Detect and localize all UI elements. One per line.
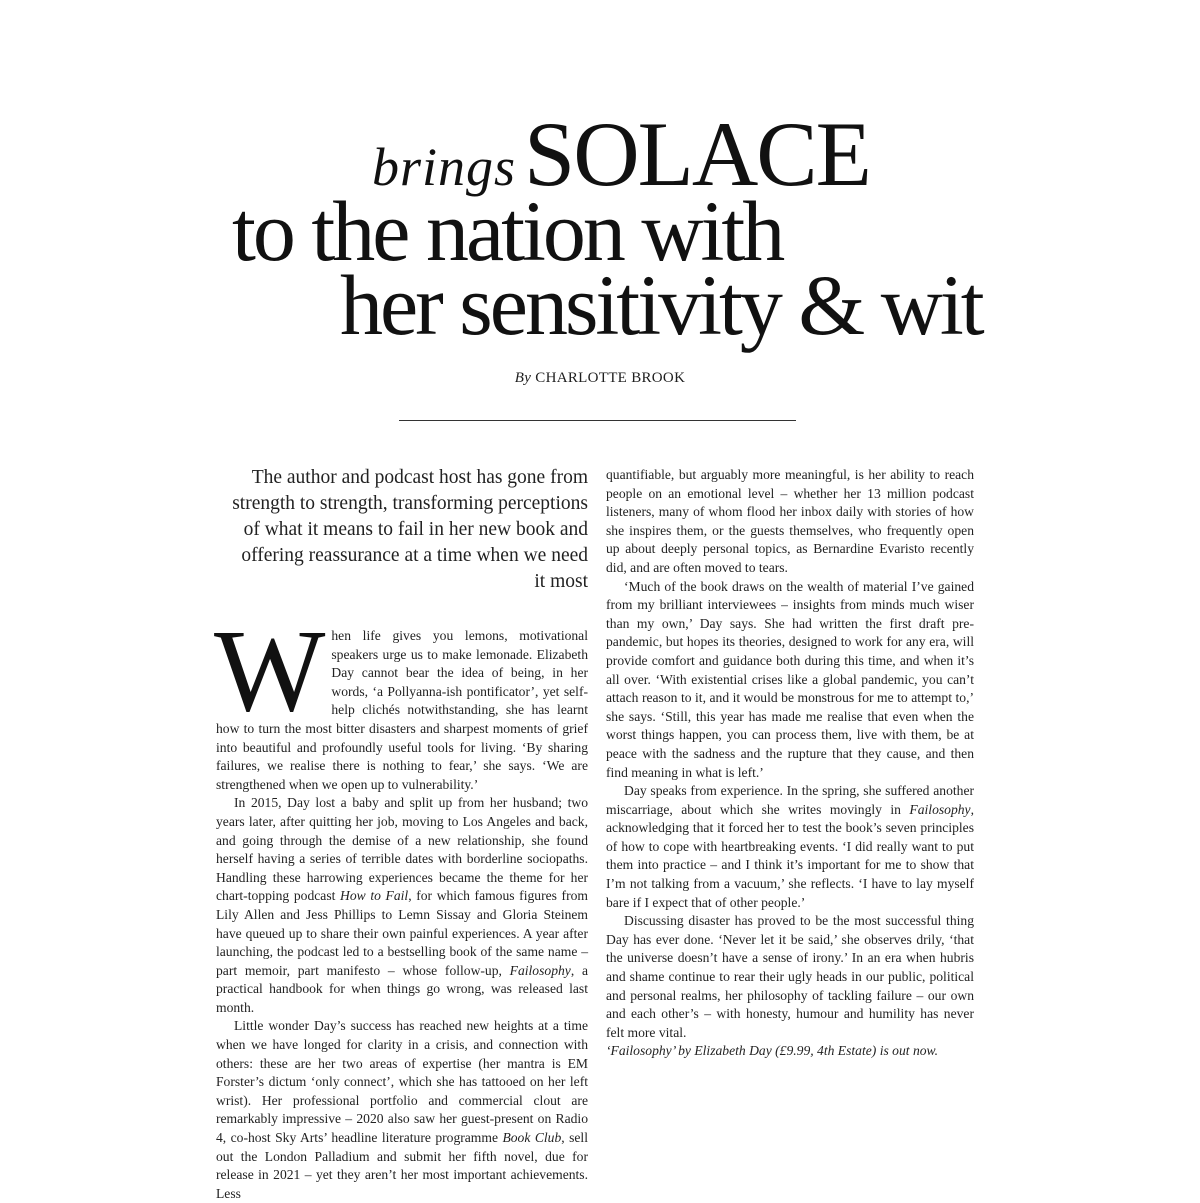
body-paragraph: [606, 782, 974, 912]
headline-line-3: her sensitivity & wit: [340, 257, 982, 353]
paragraph-text: In 2015, Day lost a baby and split up from her husband; two years later, after quitting her job, moving to Los Angeles and back, and going through the demise of a new relationship, she found herself having a series of terrible dates with borderline sociopaths. Handling these harrowing experiences became the theme for her chart-topping podcast: [216, 795, 588, 904]
programme-title: Book Club: [502, 1130, 562, 1146]
book-title: Failosophy: [509, 962, 571, 978]
book-credit: ‘Failosophy’ by Elizabeth Day (£9.99, 4th Estate) is out now.: [606, 1043, 938, 1059]
paragraph-text: , acknowledging that it forced her to test the book’s seven principles of how to cope with heartbreaking events. ‘I did really want to put them into practice – and I think it’s important for me to show that I’m not talking from a vacuum,’ she reflects. ‘I have to lay myself bare if I expect that of other people.’: [606, 801, 974, 910]
headline-line-2: to the nation with: [232, 183, 783, 279]
standfirst: The author and podcast host has gone from strength to strength, transforming perceptions of what it means to fail in her new book and offering reassurance at a time when we need it most: [232, 467, 588, 592]
body-paragraph: [216, 794, 588, 1017]
body-column-left: [214, 605, 588, 1203]
divider-rule: [399, 420, 796, 421]
book-title: Failosophy: [909, 801, 971, 817]
paragraph-text: Little wonder Day’s success has reached new heights at a time when we have longed for clarity in a crisis, and connection with others: these are her two areas of expertise (her mantra is EM Forster’s dictum ‘only connect’, which she has tattooed on her left wrist). Her professional portfolio and commercial clout are remarkably impressive – 2020 also saw her guest-present on Radio 4, co-host Sky Arts’ headline literature programme: [216, 1018, 588, 1146]
headline-italic-word: brings: [372, 137, 517, 197]
body-paragraph: quantifiable, but arguably more meaningful, is her ability to reach people on an emotional level – whether her 13 million podcast listeners, many of whom flood her inbox daily with stories of how she inspires them, or the guests themselves, who frequently open up about deeply personal topics, as Bernardine Evaristo recently did, and are often moved to tears.: [606, 467, 974, 575]
paragraph-text: , sell out the London Palladium and submit her fifth novel, due for release in 2021 – yet they aren’t her most important achievements. Less: [216, 1130, 588, 1201]
byline-author: CHARLOTTE BROOK: [535, 370, 686, 386]
body-paragraph: ‘Much of the book draws on the wealth of material I’ve gained from my brilliant interviewees – insights from minds much wiser than my own,’ Day says. She had written the first draft pre-pandemic, but hopes its theories, designed to work for any era, will provide comfort and guidance both during this time, and when it’s all over. ‘With existential crises like a global pandemic, you can’t attach reason to it, and it would be monstrous for me to attempt to,’ she says. ‘Still, this year has made me realise that even when the worst things happen, you can process them, live with them, be at peace with the sadness and the rupture that they cause, and then find meaning in what is left.’: [606, 578, 974, 780]
byline-prefix: By: [514, 370, 532, 386]
paragraph-text: , a practical handbook for when things go wrong, was released last month.: [216, 962, 588, 1015]
drop-cap: W: [214, 605, 326, 736]
body-paragraph: [216, 1017, 588, 1203]
body-column-right: [606, 466, 974, 1061]
podcast-title: How to Fail: [340, 888, 409, 904]
body-paragraph: Discussing disaster has proved to be the most successful thing Day has ever done. ‘Never let it be said,’ she observes drily, ‘that the universe doesn’t have a sense of irony.’ In an era when hubris and shame continue to rear their ugly heads in our public, political and personal realms, her philosophy of tackling failure – our own and each other’s – with honesty, humour and humility has never felt more vital.: [606, 913, 974, 1040]
body-paragraph: [214, 605, 588, 794]
paragraph-text: Day speaks from experience. In the spring, she suffered another miscarriage, about which she writes movingly in: [606, 783, 974, 817]
paragraph-text: hen life gives you lemons, motivational speakers urge us to make lemonade. Elizabeth Day cannot bear the idea of being, in her words, ‘a Pollyanna-ish pontificator’, yet self-help clichés notwithstanding, she has learnt how to turn the most bitter disasters and sharpest moments of grief into beautiful and profoundly useful tools for living. ‘By sharing failures, we realise there is nothing to fear,’ she says. ‘We are strengthened when we open up to vulnerability.’: [216, 628, 588, 792]
headline: [0, 0, 1200, 353]
byline: [0, 370, 1200, 387]
headline-caps-word: SOLACE: [524, 103, 870, 205]
paragraph-text: , for which famous figures from Lily Allen and Jess Phillips to Lemn Sissay and Gloria Steinem have queued up to share their own painful experiences. A year after launching, the podcast led to a bestselling book of the same name – part memoir, part manifesto – whose follow-up,: [216, 888, 588, 978]
